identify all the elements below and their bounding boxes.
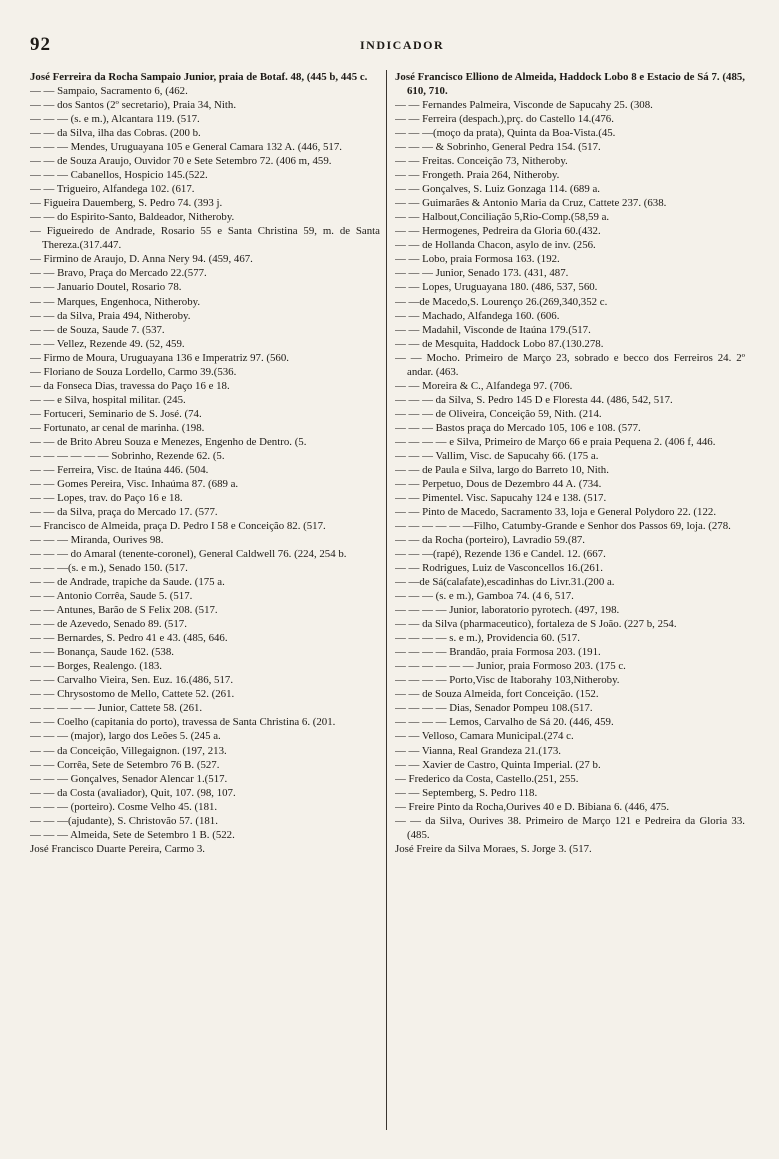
directory-entry: — — Carvalho Vieira, Sen. Euz. 16.(486, 517. <box>30 674 234 687</box>
directory-entry: — — de Souza, Saude 7. (537. <box>30 323 165 336</box>
directory-entry: — — Lopes, Uruguayana 180. (486, 537, 560. <box>395 281 598 294</box>
directory-entry: — — Vellez, Rezende 49. (52, 459. <box>30 337 185 350</box>
directory-entry: — Frederico da Costa, Castello.(251, 255. <box>395 772 579 785</box>
directory-entry: — — de Mesquita, Haddock Lobo 87.(130.278. <box>395 337 604 350</box>
directory-entry: — — — — Dias, Senador Pompeu 108.(517. <box>395 702 593 715</box>
directory-entry: — Francisco de Almeida, praça D. Pedro I 58 e Conceição 82. (517. <box>30 520 326 532</box>
directory-entry: — — —(ajudante), S. Christovão 57. (181. <box>30 814 218 827</box>
directory-entry: — — Ferreira, Visc. de Itaúna 446. (504. <box>30 463 209 476</box>
directory-entry: — — Fernandes Palmeira, Visconde de Sapucahy 25. (308. <box>395 99 653 112</box>
directory-entry: — — — — — —Filho, Catumby-Grande e Senhor dos Passos 69, loja. (278. <box>395 520 731 532</box>
left-column <box>30 70 380 1130</box>
directory-entry: — — Bonança, Saude 162. (538. <box>30 646 174 659</box>
directory-entry: — — Antonio Corrêa, Saude 5. (517. <box>30 590 193 603</box>
directory-entry: — — de Brito Abreu Souza e Menezes, Engenho de Dentro. (5. <box>30 435 307 448</box>
directory-entry: — — da Conceição, Villegaignon. (197, 213. <box>30 744 227 757</box>
directory-entry: — — de Azevedo, Senado 89. (517. <box>30 618 187 631</box>
directory-entry: — — da Silva, Praia 494, Nitheroby. <box>30 309 191 322</box>
directory-entry: — — da Silva (pharmaceutico), fortaleza de S João. (227 b, 254. <box>395 618 677 631</box>
directory-entry: — — da Silva, Ourives 38. Primeiro de Março 121 e Pedreira da Gloria 33. (485. <box>395 814 745 841</box>
directory-entry: — Firmino de Araujo, D. Anna Nery 94. (459, 467. <box>30 253 253 266</box>
directory-entry: — — — Miranda, Ourives 98. <box>30 534 164 547</box>
directory-entry: — Figueira Dauemberg, S. Pedro 74. (393 j. <box>30 197 223 210</box>
directory-entry: — — —(rapé), Rezende 136 e Candel. 12. (667. <box>395 548 606 561</box>
page-header <box>30 34 750 56</box>
directory-entry: — — Septemberg, S. Pedro 118. <box>395 786 538 799</box>
directory-entry: — — de Paula e Silva, largo do Barreto 10, Nith. <box>395 463 609 476</box>
directory-entry: — — — Almeida, Sete de Setembro 1 B. (522. <box>30 828 235 841</box>
right-column <box>395 70 745 1130</box>
directory-entry: — — — (major), largo dos Leões 5. (245 a. <box>30 730 221 743</box>
directory-entry: — — Xavier de Castro, Quinta Imperial. (27 b. <box>395 758 601 771</box>
directory-entry: — — Machado, Alfandega 160. (606. <box>395 309 560 322</box>
directory-entry: — — Rodrigues, Luiz de Vasconcellos 16.(261. <box>395 562 603 575</box>
directory-entry: — — da Rocha (porteiro), Lavradio 59.(87. <box>395 534 586 547</box>
directory-entry: — — — — Brandão, praia Formosa 203. (191. <box>395 646 601 659</box>
directory-entry: — — Sampaio, Sacramento 6, (462. <box>30 85 188 98</box>
directory-entry: — Fortunato, ar cenal de marinha. (198. <box>30 421 205 434</box>
directory-entry: — — Freitas. Conceição 73, Nitheroby. <box>395 155 568 168</box>
directory-entry: — — Coelho (capitania do porto), travessa de Santa Christina 6. (201. <box>30 716 336 729</box>
directory-entry: — — — — Lemos, Carvalho de Sá 20. (446, 459. <box>395 716 614 729</box>
directory-entry: — — Corrêa, Sete de Setembro 76 B. (527. <box>30 758 220 771</box>
directory-entry: — — Borges, Realengo. (183. <box>30 660 163 673</box>
page-number: 92 <box>30 34 51 55</box>
directory-entry: — — Gomes Pereira, Visc. Inhaúma 87. (689 a. <box>30 477 239 490</box>
directory-entry: — — Pinto de Macedo, Sacramento 33, loja e General Polydoro 22. (122. <box>395 505 717 518</box>
directory-entry: — — — Vallim, Visc. de Sapucahy 66. (175 a. <box>395 449 599 462</box>
directory-entry: José Francisco Duarte Pereira, Carmo 3. <box>30 842 205 855</box>
directory-entry: — — — Cabanellos, Hospicio 145.(522. <box>30 169 208 182</box>
directory-entry: — — dos Santos (2º secretario), Praia 34, Nith. <box>30 99 237 112</box>
directory-entry: — — Lopes, trav. do Paço 16 e 18. <box>30 491 183 504</box>
directory-entry: — — Antunes, Barão de S Felix 208. (517. <box>30 604 218 617</box>
directory-entry: — — Pimentel. Visc. Sapucahy 124 e 138. (517. <box>395 491 607 504</box>
directory-entry: — — Guimarães & Antonio Maria da Cruz, Cattete 237. (638. <box>395 197 667 210</box>
column-divider <box>386 70 387 1130</box>
directory-entry: — — da Costa (avaliador), Quit, 107. (98, 107. <box>30 786 236 799</box>
directory-entry: — — Gonçalves, S. Luiz Gonzaga 114. (689 a. <box>395 183 600 196</box>
directory-entry: — — Madahil, Visconde de Itaúna 179.(517. <box>395 323 591 336</box>
directory-entry: — — de Andrade, trapiche da Saude. (175 a. <box>30 576 225 589</box>
directory-entry: José Ferreira da Rocha Sampaio Junior, praia de Botaf. 48, (445 b, 445 c. <box>30 71 368 83</box>
directory-entry: — — da Silva, praça do Mercado 17. (577. <box>30 505 218 518</box>
directory-entry: — — — (s. e m.), Alcantara 119. (517. <box>30 113 200 126</box>
directory-entry: — Floriano de Souza Lordello, Carmo 39.(536. <box>30 365 237 378</box>
directory-entry: — — de Souza Araujo, Ouvidor 70 e Sete Setembro 72. (406 m, 459. <box>30 155 332 168</box>
directory-entry: — — Hermogenes, Pedreira da Gloria 60.(432. <box>395 225 601 238</box>
directory-entry: — — — Mendes, Uruguayana 105 e General Camara 132 A. (446, 517. <box>30 141 342 154</box>
directory-entry: — — Lobo, praia Formosa 163. (192. <box>395 253 560 266</box>
directory-entry: — — de Hollanda Chacon, asylo de inv. (256. <box>395 239 596 252</box>
directory-entry: — — Bernardes, S. Pedro 41 e 43. (485, 646. <box>30 632 228 645</box>
directory-entry: — da Fonseca Dias, travessa do Paço 16 e 18. <box>30 379 230 392</box>
directory-entry: — — Perpetuo, Dous de Dezembro 44 A. (734. <box>395 477 602 490</box>
directory-entry: — —de Macedo,S. Lourenço 26.(269,340,352 c. <box>395 295 608 308</box>
directory-entry: — — Velloso, Camara Municipal.(274 c. <box>395 730 574 743</box>
directory-entry: — Freire Pinto da Rocha,Ourives 40 e D. Bibiana 6. (446, 475. <box>395 800 670 813</box>
directory-entry: José Freire da Silva Moraes, S. Jorge 3. (517. <box>395 842 592 855</box>
directory-entry: — — — & Sobrinho, General Pedra 154. (517. <box>395 141 601 154</box>
directory-entry: — — de Souza Almeida, fort Conceição. (152. <box>395 688 599 701</box>
directory-entry: — — Chrysostomo de Mello, Cattete 52. (261. <box>30 688 235 701</box>
directory-entry: — — — Junior, Senado 173. (431, 487. <box>395 267 569 280</box>
directory-entry: — — —(s. e m.), Senado 150. (517. <box>30 562 188 575</box>
directory-entry: — — — — — Junior, Cattete 58. (261. <box>30 702 203 715</box>
running-title: INDICADOR <box>360 38 445 52</box>
directory-entry: — — — da Silva, S. Pedro 145 D e Floresta 44. (486, 542, 517. <box>395 393 673 406</box>
directory-entry: — — e Silva, hospital militar. (245. <box>30 393 186 406</box>
directory-entry: — — Bravo, Praça do Mercado 22.(577. <box>30 267 207 280</box>
directory-entry: — — —(moço da prata), Quinta da Boa-Vista.(45. <box>395 127 616 140</box>
directory-entry: — — Januario Doutel, Rosario 78. <box>30 281 182 294</box>
directory-entry: — — — de Oliveira, Conceição 59, Nith. (214. <box>395 407 602 420</box>
directory-entry: — — — — Junior, laboratorio pyrotech. (497, 198. <box>395 604 620 617</box>
directory-entry: — — — — e Silva, Primeiro de Março 66 e praia Pequena 2. (406 f, 446. <box>395 435 716 448</box>
directory-entry: — — Vianna, Real Grandeza 21.(173. <box>395 744 561 757</box>
directory-entry: — —de Sá(calafate),escadinhas do Livr.31.(200 a. <box>395 576 615 589</box>
directory-entry: — — Halbout,Conciliação 5,Rio-Comp.(58,59 a. <box>395 211 610 224</box>
directory-entry: — Figueiredo de Andrade, Rosario 55 e Santa Christina 59, m. de Santa Thereza.(317.447. <box>30 225 380 252</box>
directory-entry: — — do Espirito-Santo, Baldeador, Nitheroby. <box>30 211 235 224</box>
directory-entry: José Francisco Elliono de Almeida, Haddock Lobo 8 e Estacio de Sá 7. (485, 610, 710. <box>395 71 745 98</box>
entry-columns <box>30 70 752 1130</box>
directory-entry: — — — — Porto,Visc de Itaborahy 103,Nitheroby. <box>395 674 620 687</box>
directory-entry: — — Trigueiro, Alfandega 102. (617. <box>30 183 195 196</box>
directory-entry: — — Mocho. Primeiro de Março 23, sobrado e becco dos Ferreiros 24. 2º andar. (463. <box>395 351 745 378</box>
directory-entry: — — — Gonçalves, Senador Alencar 1.(517. <box>30 772 228 785</box>
directory-entry: — Fortuceri, Seminario de S. José. (74. <box>30 407 202 420</box>
directory-entry: — Firmo de Moura, Uruguayana 136 e Imperatriz 97. (560. <box>30 351 289 364</box>
directory-entry: — — — do Amaral (tenente-coronel), General Caldwell 76. (224, 254 b. <box>30 548 347 561</box>
directory-entry: — — Frongeth. Praia 264, Nitheroby. <box>395 169 560 182</box>
directory-entry: — — — — — — Junior, praia Formoso 203. (175 c. <box>395 660 626 673</box>
directory-entry: — — da Silva, ilha das Cobras. (200 b. <box>30 127 201 140</box>
directory-entry: — — Marques, Engenhoca, Nitheroby. <box>30 295 201 308</box>
directory-entry: — — — (porteiro). Cosme Velho 45. (181. <box>30 800 218 813</box>
directory-entry: — — — (s. e m.), Gamboa 74. (4 6, 517. <box>395 590 574 603</box>
directory-entry: — — — Bastos praça do Mercado 105, 106 e 108. (577. <box>395 421 641 434</box>
directory-entry: — — — — s. e m.), Providencia 60. (517. <box>395 632 580 645</box>
directory-entry: — — Ferreira (despach.),prç. do Castello 14.(476. <box>395 113 614 126</box>
directory-entry: — — — — — — Sobrinho, Rezende 62. (5. <box>30 449 225 462</box>
directory-entry: — — Moreira & C., Alfandega 97. (706. <box>395 379 573 392</box>
